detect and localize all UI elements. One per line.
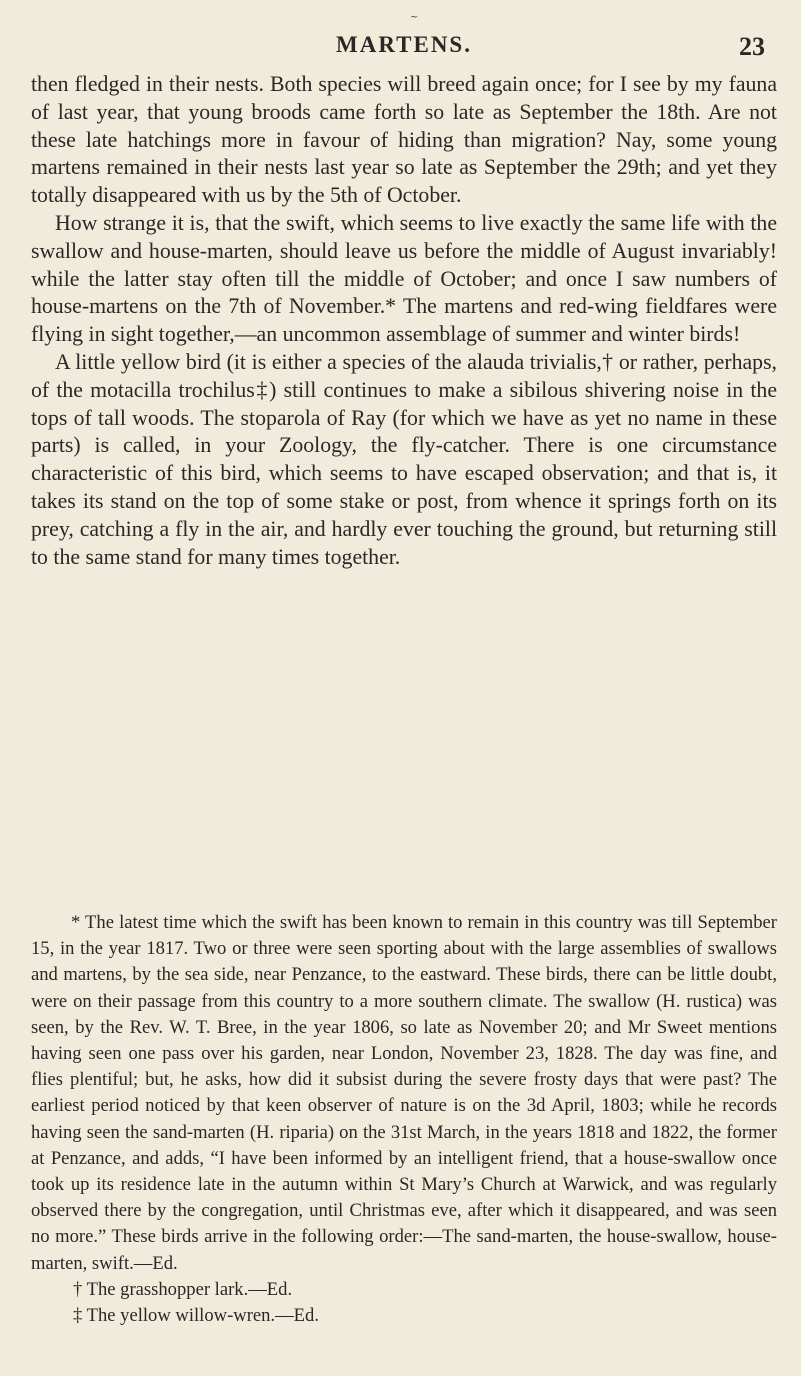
paragraph-3: A little yellow bird (it is either a species of the alauda trivialis,† or rather, perhaps, of the motacilla trochilus‡) still continues to make a sibilous shivering noise in the tops of tall woods. The stoparola of Ray (for which we have as yet no name in these parts) is called, in your Zoology, the fly-catcher. There is one circumstance characteristic of this bird, which seems to have escaped observation; and that is, it takes its stand on the top of some stake or post, from whence it springs forth on its prey, catching a fly in the air, and hardly ever touching the ground, but returning still to the same stand for many times together. — [31, 349, 777, 569]
page-number: 23 — [739, 32, 765, 61]
paragraph-1: then fledged in their nests. Both species will breed again once; for I see by my fauna of last year, that young broods came forth so late as September the 18th. Are not these late hatchings more in favour of hiding than migration? Nay, some young martens remained in their nests last year so late as September the 29th; and yet they totally disappeared with us by the 5th of October. — [31, 72, 777, 208]
footnote-dagger: † The grasshopper lark.—Ed. — [73, 1278, 293, 1300]
footnotes — [31, 910, 777, 1329]
running-head — [31, 32, 777, 66]
footnote-star: * The latest time which the swift has been known to remain in this country was till September 15, in the year 1817. Two or three were seen sporting about with the large assemblies of swallows and martens, by the sea side, near Penzance, to the eastward. These birds, there can be little doubt, were on their passage from this country to a more southern climate. The swallow (H. rustica) was seen, by the Rev. W. T. Bree, in the year 1806, so late as November 20; and Mr Sweet mentions having seen one pass over his garden, near London, November 23, 1828. The day was fine, and flies plentiful; but, he asks, how did it subsist during the severe frosty days that were past? The earliest period noticed by that keen observer of nature is on the 3d April, 1803; while he records having seen the sand-marten (H. riparia) on the 31st March, in the years 1818 and 1822, the former at Penzance, and adds, “I have been informed by an intelligent friend, that a house-swallow once took up its residence late in the autumn within St Mary’s Church at Warwick, and was regularly observed there by the congregation, until Christmas eve, after which it disappeared, and was seen no more.” These birds arrive in the following order:—The sand-marten, the house-swallow, house-marten, swift.—Ed. — [31, 912, 777, 1274]
paragraph-2: How strange it is, that the swift, which seems to live exactly the same life with the swallow and house-marten, should leave us before the middle of August invariably! while the latter stay often till the middle of October; and once I saw numbers of house-martens on the 7th of November.* The martens and red-wing fieldfares were flying in sight together,—an uncommon assemblage of summer and winter birds! — [31, 210, 777, 347]
main-text — [31, 71, 777, 571]
footnote-double-dagger: ‡ The yellow willow-wren.—Ed. — [73, 1305, 319, 1327]
running-title: MARTENS. — [336, 32, 472, 57]
printer-mark: ~ — [410, 12, 419, 23]
